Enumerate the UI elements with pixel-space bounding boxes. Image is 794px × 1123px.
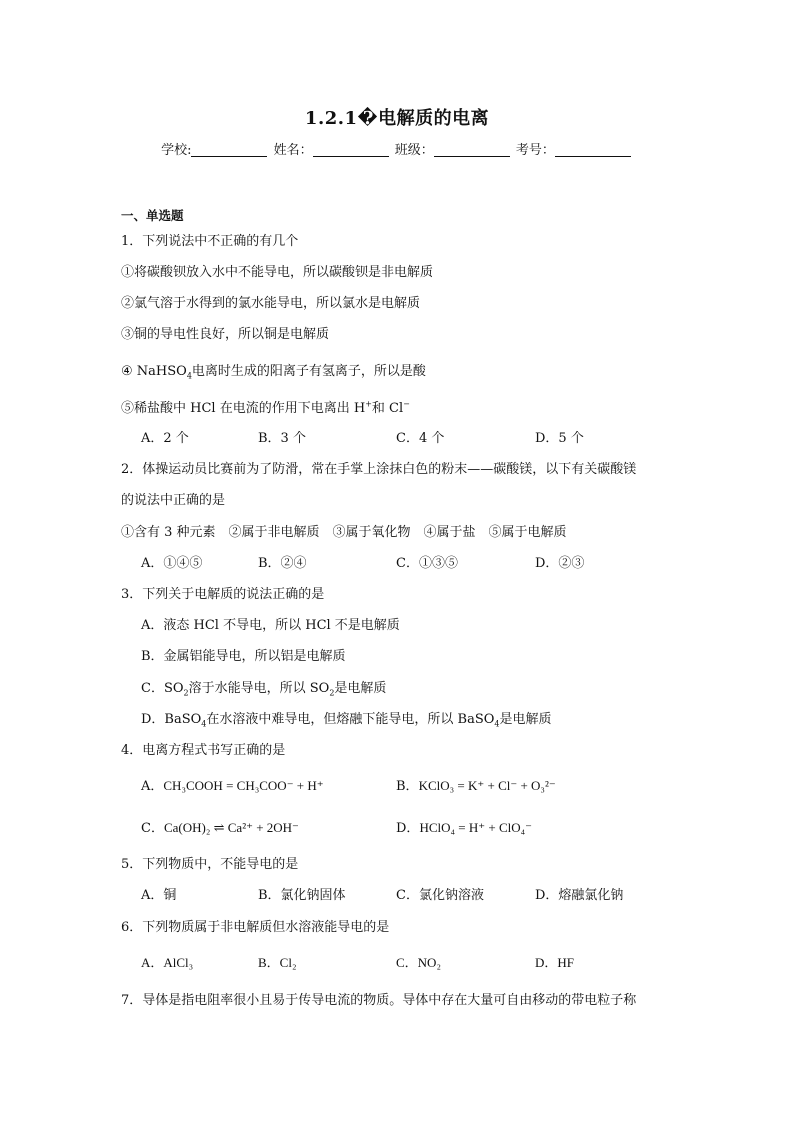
q1-s4-part: ④ NaHSO xyxy=(121,364,187,379)
exam-number-blank xyxy=(555,142,631,157)
q5-option-b[interactable]: B．氯化钠固体 xyxy=(258,888,346,903)
q4-a-equation: CH₃COOH = CH₃COO⁻ + H⁺ xyxy=(163,778,324,793)
q4-option-b[interactable] xyxy=(396,775,556,794)
q1-statement-1: ①将碳酸钡放入水中不能导电，所以碳酸钡是非电解质 xyxy=(121,265,434,280)
q2-option-a[interactable]: A．①④⑤ xyxy=(141,556,203,571)
q6-option-a[interactable]: A．AlCl₃ xyxy=(141,955,194,970)
name-label: 姓名： xyxy=(273,143,313,158)
name-blank xyxy=(313,142,389,157)
q5-option-a[interactable]: A．铜 xyxy=(141,888,177,903)
q1-s5-sup2: − xyxy=(403,399,410,409)
q6-option-d[interactable]: D．HF xyxy=(535,955,575,970)
q6-option-b[interactable]: B．Cl₂ xyxy=(258,955,297,970)
q3-option-a[interactable]: A．液态 HCl 不导电，所以 HCl 不是电解质 xyxy=(141,618,400,633)
q1-s4-sub: 4 xyxy=(186,371,192,381)
q3-c-sub1: 2 xyxy=(183,688,189,698)
q1-statement-5 xyxy=(121,397,410,416)
q4-b-equation: KClO₃ = K⁺ + Cl⁻ + O₃²⁻ xyxy=(418,778,556,793)
q6-stem: 6．下列物质属于非电解质但水溶液能导电的是 xyxy=(121,920,390,935)
q4-option-c[interactable] xyxy=(141,817,299,836)
class-blank xyxy=(434,142,510,157)
q1-s5-sup1: + xyxy=(365,399,372,409)
q3-d-part3: 是电解质 xyxy=(499,712,552,727)
q3-d-part2: 在水溶液中难导电，但熔融下能导电，所以 BaSO xyxy=(206,712,495,727)
q3-option-d[interactable] xyxy=(141,708,552,729)
q3-stem: 3．下列关于电解质的说法正确的是 xyxy=(121,587,325,602)
class-label: 班级： xyxy=(394,143,434,158)
q4-stem: 4．电离方程式书写正确的是 xyxy=(121,743,286,758)
q3-d-sub1: 4 xyxy=(201,719,207,729)
q2-stem-line1: 2．体操运动员比赛前为了防滑，常在手掌上涂抹白色的粉末——碳酸镁，以下有关碳酸镁 xyxy=(121,462,637,477)
q1-option-c[interactable]: C．4 个 xyxy=(396,431,445,446)
student-info-line xyxy=(0,139,794,158)
q3-c-part2: 溶于水能导电，所以 SO xyxy=(188,681,330,696)
q1-option-a[interactable]: A．2 个 xyxy=(141,431,189,446)
q4-d-equation: HClO₄ = H⁺ + ClO₄⁻ xyxy=(419,820,533,835)
q3-d-sub2: 4 xyxy=(494,719,500,729)
q2-items: ①含有 3 种元素 ②属于非电解质 ③属于氧化物 ④属于盐 ⑤属于电解质 xyxy=(121,525,567,540)
school-label: 学校: xyxy=(161,143,192,158)
q4-option-a[interactable] xyxy=(141,775,324,794)
q1-option-b[interactable]: B．3 个 xyxy=(258,431,306,446)
q2-option-c[interactable]: C．①③⑤ xyxy=(396,556,458,571)
q1-s4-rest: 电离时生成的阳离子有氢离子，所以是酸 xyxy=(191,364,426,379)
q3-c-part3: 是电解质 xyxy=(334,681,387,696)
q5-stem: 5．下列物质中，不能导电的是 xyxy=(121,857,299,872)
q2-option-b[interactable]: B．②④ xyxy=(258,556,307,571)
q1-option-d[interactable]: D．5 个 xyxy=(535,431,584,446)
section-heading: 一、单选题 xyxy=(121,208,184,223)
q1-statement-3: ③铜的导电性良好，所以铜是电解质 xyxy=(121,327,330,342)
exam-number-label: 考号： xyxy=(515,143,555,158)
q2-option-d[interactable]: D．②③ xyxy=(535,556,585,571)
q3-option-b[interactable]: B．金属铝能导电，所以铝是电解质 xyxy=(141,649,346,664)
page-title: 1.2.1�电解质的电离 xyxy=(304,108,490,129)
q3-d-part1: D．BaSO xyxy=(141,712,202,727)
q1-s5-part: ⑤稀盐酸中 HCl 在电流的作用下电离出 H xyxy=(121,401,366,416)
q1-statement-4 xyxy=(121,360,426,381)
q5-option-c[interactable]: C．氯化钠溶液 xyxy=(396,888,484,903)
q4-b-label: B． xyxy=(396,779,419,794)
q2-stem-line2: 的说法中正确的是 xyxy=(121,493,226,508)
q1-statement-2: ②氯气溶于水得到的氯水能导电，所以氯水是电解质 xyxy=(121,296,421,311)
q3-c-part1: C．SO xyxy=(141,681,184,696)
q4-a-label: A． xyxy=(141,779,164,794)
q1-s5-mid: 和 Cl xyxy=(371,401,404,416)
q6-option-c[interactable]: C．NO₂ xyxy=(396,955,441,970)
q4-c-equation: Ca(OH)₂ ⇌ Ca²⁺ + 2OH⁻ xyxy=(163,820,299,835)
q3-option-c[interactable] xyxy=(141,677,386,698)
q7-stem: 7．导体是指电阻率很小且易于传导电流的物质。导体中存在大量可自由移动的带电粒子称 xyxy=(121,993,637,1008)
q5-option-d[interactable]: D．熔融氯化钠 xyxy=(535,888,624,903)
q4-d-label: D． xyxy=(396,821,420,836)
school-blank xyxy=(191,142,267,157)
q4-option-d[interactable] xyxy=(396,817,532,836)
q1-stem: 1．下列说法中不正确的有几个 xyxy=(121,234,299,249)
q3-c-sub2: 2 xyxy=(329,688,335,698)
q4-c-label: C． xyxy=(141,821,164,836)
